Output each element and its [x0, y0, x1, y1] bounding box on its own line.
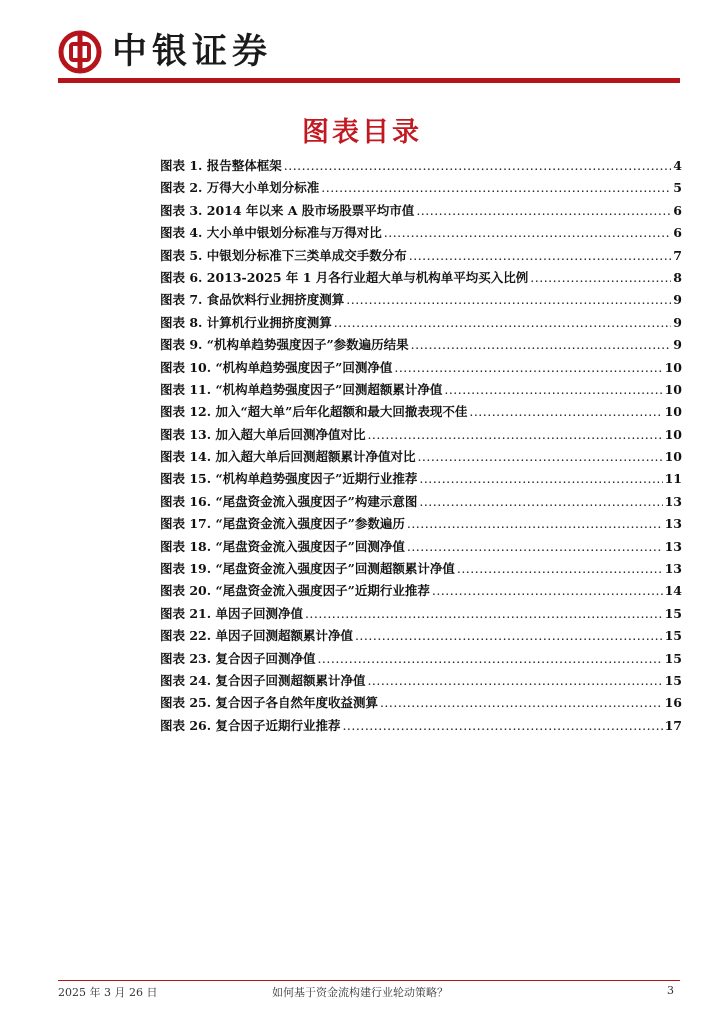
toc-dot-leader [284, 158, 672, 173]
toc-entry-page: 9 [673, 292, 682, 308]
page-header [0, 0, 724, 90]
toc-dot-leader [407, 539, 663, 554]
brand-name: 中银证券 [112, 32, 273, 72]
header-divider [58, 78, 680, 83]
toc-entry-label: 图表 9. “机构单趋势强度因子”参数遍历结果 [160, 337, 409, 353]
toc-entry-label: 图表 18. “尾盘资金流入强度因子”回测净值 [160, 538, 405, 554]
toc-dot-leader [407, 516, 663, 531]
footer-divider [58, 980, 680, 981]
toc-entry-page: 17 [664, 717, 682, 733]
toc-entry-page: 11 [664, 471, 682, 487]
toc-entry[interactable] [160, 649, 682, 671]
toc-entry-label: 图表 6. 2013-2025 年 1 月各行业超大单与机构单平均买入比例 [160, 269, 529, 285]
toc-entry-label: 图表 13. 加入超大单后回测净值对比 [160, 426, 366, 442]
toc-entry-label: 图表 14. 加入超大单后回测超额累计净值对比 [160, 449, 416, 465]
toc-dot-leader [409, 248, 672, 263]
footer-report-title: 如何基于资金流构建行业轮动策略？ [272, 986, 448, 999]
toc-entry-label: 图表 11. “机构单趋势强度因子”回测超额累计净值 [160, 381, 443, 397]
toc-entry[interactable] [160, 716, 682, 738]
toc-entry-page: 13 [664, 561, 682, 577]
figure-toc-list [160, 156, 682, 738]
toc-dot-leader [321, 180, 671, 195]
toc-entry[interactable] [160, 492, 682, 514]
toc-dot-leader [394, 360, 662, 375]
footer-page-number: 3 [667, 984, 674, 997]
toc-entry-page: 13 [664, 493, 682, 509]
toc-entry[interactable] [160, 537, 682, 559]
toc-entry[interactable] [160, 626, 682, 648]
toc-dot-leader [367, 427, 662, 442]
toc-entry-label: 图表 4. 大小单中银划分标准与万得对比 [160, 225, 382, 241]
toc-dot-leader [384, 225, 672, 240]
brand-logo [58, 30, 272, 74]
toc-entry-label: 图表 2. 万得大小单划分标准 [160, 180, 320, 196]
toc-entry-page: 15 [664, 605, 682, 621]
toc-entry[interactable] [160, 402, 682, 424]
toc-entry[interactable] [160, 268, 682, 290]
toc-entry[interactable] [160, 469, 682, 491]
toc-dot-leader [334, 315, 672, 330]
toc-dot-leader [317, 651, 662, 666]
toc-entry-label: 图表 26. 复合因子近期行业推荐 [160, 717, 341, 733]
toc-entry[interactable] [160, 514, 682, 536]
toc-entry-label: 图表 25. 复合因子各自然年度收益测算 [160, 695, 378, 711]
toc-entry[interactable] [160, 290, 682, 312]
toc-entry[interactable] [160, 335, 682, 357]
toc-entry-page: 14 [664, 583, 682, 599]
toc-entry-label: 图表 21. 单因子回测净值 [160, 605, 303, 621]
toc-entry-label: 图表 23. 复合因子回测净值 [160, 650, 316, 666]
toc-entry-label: 图表 1. 报告整体框架 [160, 158, 282, 173]
toc-entry-page: 6 [673, 202, 682, 218]
toc-entry-page: 10 [664, 359, 682, 375]
toc-entry[interactable] [160, 604, 682, 626]
toc-entry[interactable] [160, 358, 682, 380]
toc-dot-leader [380, 695, 663, 710]
toc-entry-page: 9 [673, 337, 682, 353]
toc-entry-page: 10 [664, 426, 682, 442]
toc-dot-leader [469, 404, 662, 419]
toc-dot-leader [355, 628, 663, 643]
toc-entry-page: 10 [664, 404, 682, 420]
toc-entry[interactable] [160, 178, 682, 200]
toc-dot-leader [305, 606, 663, 621]
toc-entry-label: 图表 5. 中银划分标准下三类单成交手数分布 [160, 247, 407, 263]
toc-entry-page: 10 [664, 381, 682, 397]
toc-entry[interactable] [160, 380, 682, 402]
toc-entry-page: 13 [664, 516, 682, 532]
toc-dot-leader [419, 494, 662, 509]
toc-entry[interactable] [160, 223, 682, 245]
toc-entry-page: 15 [664, 628, 682, 644]
toc-dot-leader [346, 292, 671, 307]
toc-dot-leader [367, 673, 662, 688]
toc-entry-label: 图表 22. 单因子回测超额累计净值 [160, 628, 353, 644]
toc-dot-leader [419, 471, 662, 486]
toc-entry-label: 图表 16. “尾盘资金流入强度因子”构建示意图 [160, 493, 418, 509]
toc-entry-page: 5 [673, 180, 682, 196]
toc-entry-label: 图表 24. 复合因子回测超额累计净值 [160, 672, 366, 688]
toc-entry-label: 图表 20. “尾盘资金流入强度因子”近期行业推荐 [160, 583, 430, 599]
toc-entry-page: 15 [664, 650, 682, 666]
toc-dot-leader [444, 382, 662, 397]
toc-entry-label: 图表 19. “尾盘资金流入强度因子”回测超额累计净值 [160, 561, 455, 577]
toc-entry[interactable] [160, 671, 682, 693]
toc-entry-label: 图表 3. 2014 年以来 A 股市场股票平均市值 [160, 202, 415, 218]
toc-dot-leader [432, 583, 663, 598]
toc-entry-label: 图表 15. “机构单趋势强度因子”近期行业推荐 [160, 471, 418, 487]
toc-dot-leader [411, 337, 672, 352]
toc-entry[interactable] [160, 559, 682, 581]
toc-entry[interactable] [160, 246, 682, 268]
toc-entry[interactable] [160, 581, 682, 603]
footer-date: 2025 年 3 月 26 日 [58, 986, 158, 999]
bank-of-china-logo-icon [58, 30, 102, 74]
toc-entry-label: 图表 17. “尾盘资金流入强度因子”参数遍历 [160, 516, 405, 532]
toc-dot-leader [457, 561, 663, 576]
toc-entry-page: 7 [673, 247, 682, 263]
toc-entry-page: 9 [673, 314, 682, 330]
toc-entry[interactable] [160, 201, 682, 223]
toc-dot-leader [417, 449, 662, 464]
toc-entry[interactable] [160, 425, 682, 447]
toc-entry-label: 图表 12. 加入“超大单”后年化超额和最大回撤表现不佳 [160, 404, 468, 420]
toc-entry-label: 图表 8. 计算机行业拥挤度测算 [160, 314, 332, 330]
toc-entry-label: 图表 7. 食品饮料行业拥挤度测算 [160, 292, 345, 308]
toc-entry[interactable] [160, 693, 682, 715]
toc-dot-leader [416, 203, 671, 218]
toc-entry[interactable] [160, 447, 682, 469]
toc-entry-page: 15 [664, 672, 682, 688]
toc-title: 图表目录 [302, 117, 422, 148]
toc-entry-label: 图表 10. “机构单趋势强度因子”回测净值 [160, 359, 393, 375]
toc-dot-leader [530, 270, 671, 285]
toc-dot-leader [342, 718, 662, 733]
toc-entry-page: 16 [664, 695, 682, 711]
toc-entry-page: 6 [673, 225, 682, 241]
toc-entry-page: 13 [664, 538, 682, 554]
toc-entry[interactable] [160, 313, 682, 335]
toc-entry-page: 10 [664, 449, 682, 465]
toc-entry-page: 8 [673, 269, 682, 285]
toc-entry-page: 4 [673, 158, 682, 173]
toc-entry[interactable] [160, 156, 682, 178]
